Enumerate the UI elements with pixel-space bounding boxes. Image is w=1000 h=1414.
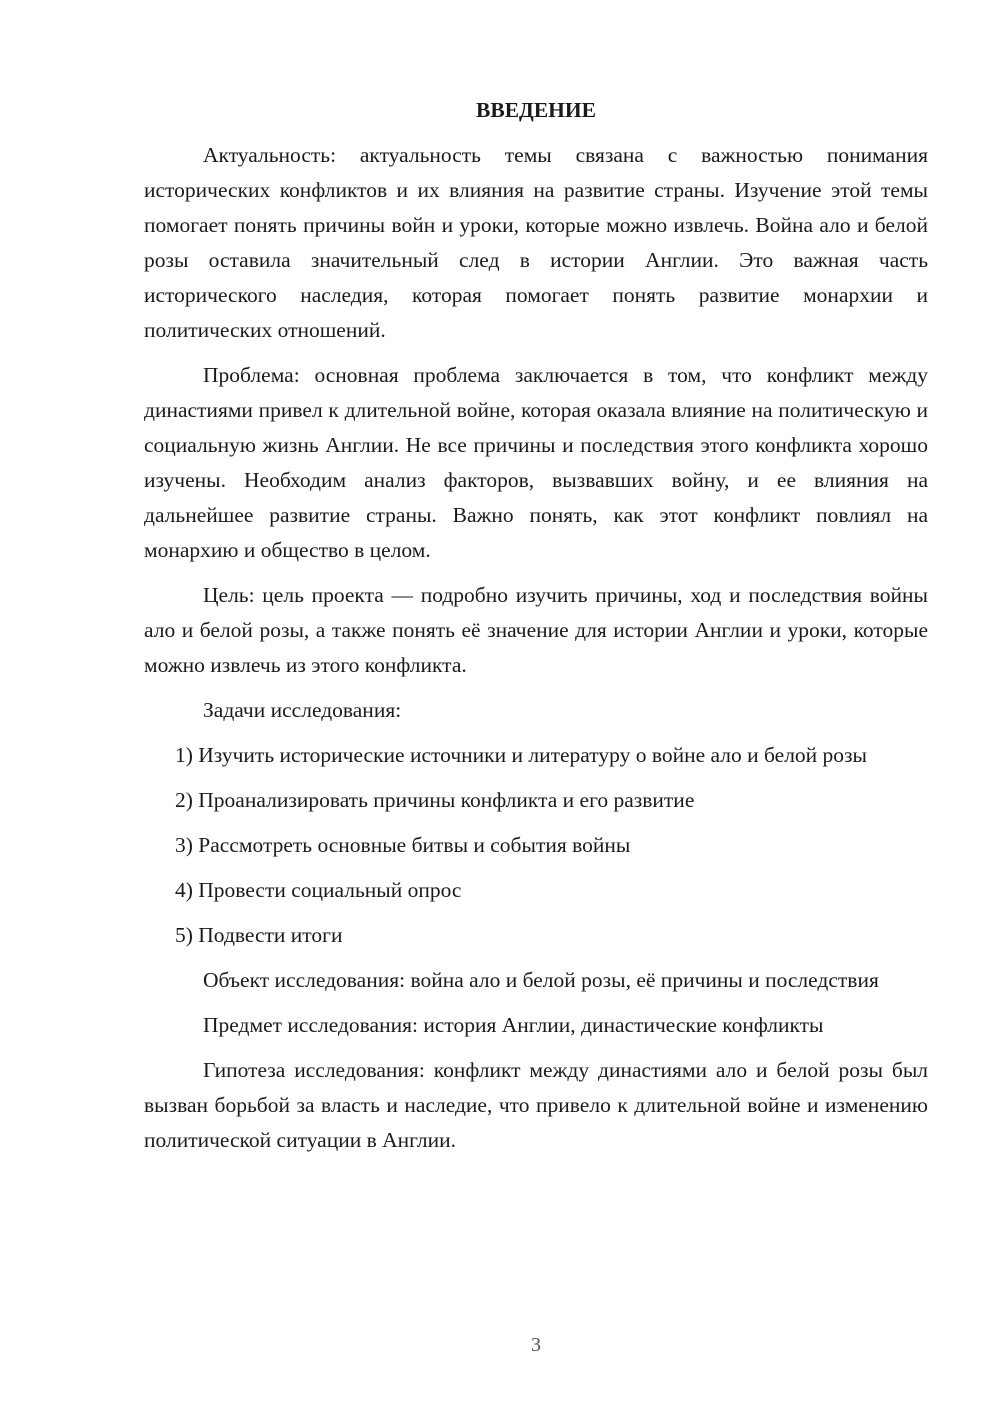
tasks-heading: Задачи исследования:: [203, 698, 402, 722]
document-page: [144, 94, 928, 1168]
task-item-4: 4) Провести социальный опрос: [175, 878, 462, 902]
task-item-5: 5) Подвести итоги: [175, 923, 343, 947]
section-title: ВВЕДЕНИЕ: [476, 98, 596, 122]
problem-paragraph: Проблема: основная проблема заключается в том, что конфликт между династиями привел к длительной войне, которая оказала влияние на политическую и социальную жизнь Англии. Не все причины и последствия этого конфликта хорошо изучены. Необходим анализ факторов, вызвавших войну, и ее влияния на дальнейшее развитие страны. Важно понять, как этот конфликт повлиял на монархию и общество в целом.: [144, 363, 928, 562]
hypothesis-paragraph: Гипотеза исследования: конфликт между династиями ало и белой розы был вызван борьбой за власть и наследие, что привело к длительной войне и изменению политической ситуации в Англии.: [144, 1058, 928, 1152]
task-item-2: 2) Проанализировать причины конфликта и его развитие: [175, 788, 695, 812]
subject-paragraph: Предмет исследования: история Англии, династические конфликты: [203, 1013, 824, 1037]
object-paragraph: Объект исследования: война ало и белой розы, её причины и последствия: [203, 968, 879, 992]
page-number: 3: [531, 1334, 541, 1356]
relevance-paragraph: Актуальность: актуальность темы связана с важностью понимания исторических конфликтов и их влияния на развитие страны. Изучение этой темы помогает понять причины войн и уроки, которые можно извлечь. Война ало и белой розы оставила значительный след в истории Англии. Это важная часть исторического наследия, которая помогает понять развитие монархии и политических отношений.: [144, 143, 928, 342]
goal-paragraph: Цель: цель проекта — подробно изучить причины, ход и последствия войны ало и белой розы, а также понять её значение для истории Англии и уроки, которые можно извлечь из этого конфликта.: [144, 583, 928, 677]
task-item-1: 1) Изучить исторические источники и литературу о войне ало и белой розы: [175, 743, 867, 767]
task-item-3: 3) Рассмотреть основные битвы и события войны: [175, 833, 631, 857]
